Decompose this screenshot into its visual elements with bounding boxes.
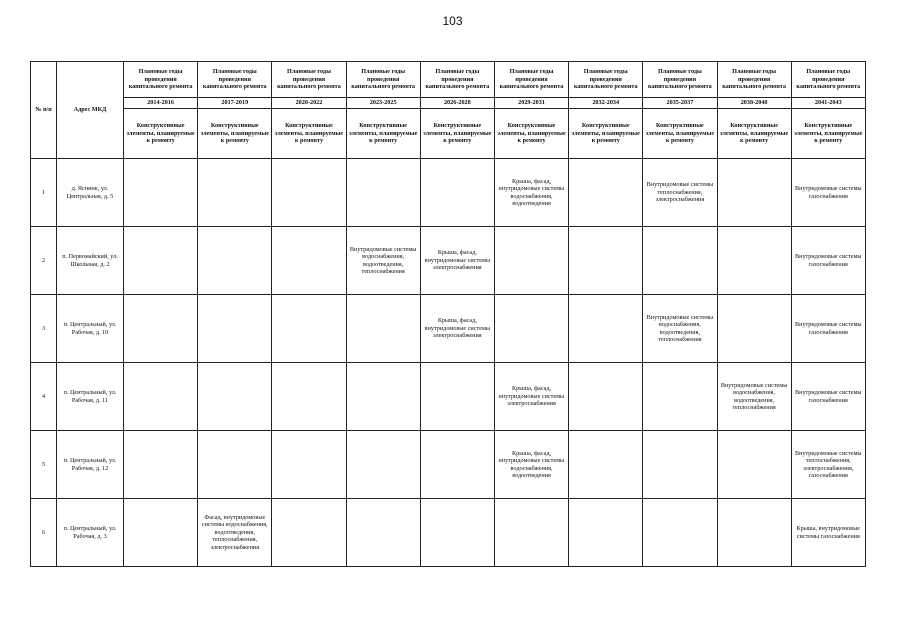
planned-works-cell bbox=[717, 295, 791, 363]
period-title-header: Плановые годы проведения капитального ремонта bbox=[198, 62, 272, 98]
planned-works-cell bbox=[717, 159, 791, 227]
planned-works-cell bbox=[420, 363, 494, 431]
planned-works-cell: Крыша, фасад, внутридомовые системы электроснабжения bbox=[494, 363, 568, 431]
capital-repair-schedule-table bbox=[30, 61, 866, 567]
planned-works-cell bbox=[494, 227, 568, 295]
planned-works-cell bbox=[198, 431, 272, 499]
planned-works-cell bbox=[569, 295, 643, 363]
table-body bbox=[31, 159, 866, 567]
planned-works-cell bbox=[124, 159, 198, 227]
planned-works-cell bbox=[569, 499, 643, 567]
planned-works-cell bbox=[198, 363, 272, 431]
planned-works-cell: Внутридомовые системы теплоснабжения, электроснабжения bbox=[643, 159, 717, 227]
row-number-cell: 2 bbox=[31, 227, 57, 295]
period-elements-header: Конструктивные элементы, планируемые к ремонту bbox=[791, 109, 865, 159]
planned-works-cell bbox=[569, 227, 643, 295]
period-years-header: 2023-2025 bbox=[346, 98, 420, 109]
planned-works-cell bbox=[494, 499, 568, 567]
planned-works-cell bbox=[272, 499, 346, 567]
header-row-elements bbox=[31, 109, 866, 159]
address-cell: п. Первомайский, ул. Школьная, д. 2 bbox=[57, 227, 124, 295]
planned-works-cell bbox=[272, 295, 346, 363]
period-elements-header: Конструктивные элементы, планируемые к ремонту bbox=[569, 109, 643, 159]
planned-works-cell bbox=[272, 159, 346, 227]
column-header-address: Адрес МКД bbox=[57, 62, 124, 159]
planned-works-cell bbox=[643, 499, 717, 567]
table-row bbox=[31, 363, 866, 431]
planned-works-cell bbox=[124, 295, 198, 363]
period-years-header: 2014-2016 bbox=[124, 98, 198, 109]
planned-works-cell: Внутридомовые системы водоснабжения, водоотведения, теплоснабжения bbox=[346, 227, 420, 295]
planned-works-cell bbox=[717, 431, 791, 499]
header-row-years bbox=[31, 98, 866, 109]
period-elements-header: Конструктивные элементы, планируемые к ремонту bbox=[124, 109, 198, 159]
period-title-header: Плановые годы проведения капитального ремонта bbox=[420, 62, 494, 98]
period-title-header: Плановые годы проведения капитального ремонта bbox=[124, 62, 198, 98]
planned-works-cell bbox=[717, 499, 791, 567]
period-title-header: Плановые годы проведения капитального ремонта bbox=[272, 62, 346, 98]
period-elements-header: Конструктивные элементы, планируемые к ремонту bbox=[643, 109, 717, 159]
planned-works-cell bbox=[124, 431, 198, 499]
planned-works-cell bbox=[198, 295, 272, 363]
header-row-periods bbox=[31, 62, 866, 98]
planned-works-cell bbox=[643, 227, 717, 295]
planned-works-cell bbox=[717, 227, 791, 295]
period-elements-header: Конструктивные элементы, планируемые к ремонту bbox=[198, 109, 272, 159]
planned-works-cell: Крыша, внутридомовые системы газоснабжения bbox=[791, 499, 865, 567]
row-number-cell: 3 bbox=[31, 295, 57, 363]
row-number-cell: 1 bbox=[31, 159, 57, 227]
row-number-cell: 6 bbox=[31, 499, 57, 567]
period-years-header: 2035-2037 bbox=[643, 98, 717, 109]
planned-works-cell: Крыша, фасад, внутридомовые системы водоснабжения, водоотведения bbox=[494, 159, 568, 227]
period-title-header: Плановые годы проведения капитального ремонта bbox=[346, 62, 420, 98]
period-title-header: Плановые годы проведения капитального ремонта bbox=[569, 62, 643, 98]
planned-works-cell bbox=[494, 295, 568, 363]
planned-works-cell bbox=[346, 159, 420, 227]
address-cell: п. Центральный, ул. Рабочая, д. 11 bbox=[57, 363, 124, 431]
planned-works-cell bbox=[569, 159, 643, 227]
planned-works-cell bbox=[346, 431, 420, 499]
planned-works-cell: Внутридомовые системы газоснабжения bbox=[791, 227, 865, 295]
planned-works-cell bbox=[569, 431, 643, 499]
planned-works-cell bbox=[124, 363, 198, 431]
table-row bbox=[31, 159, 866, 227]
period-title-header: Плановые годы проведения капитального ремонта bbox=[791, 62, 865, 98]
row-number-cell: 5 bbox=[31, 431, 57, 499]
period-years-header: 2032-2034 bbox=[569, 98, 643, 109]
planned-works-cell bbox=[346, 499, 420, 567]
period-elements-header: Конструктивные элементы, планируемые к ремонту bbox=[717, 109, 791, 159]
page-number: 103 bbox=[442, 14, 463, 28]
period-years-header: 2041-2043 bbox=[791, 98, 865, 109]
table-row bbox=[31, 499, 866, 567]
address-cell: д. Яснинк, ул. Центральная, д. 5 bbox=[57, 159, 124, 227]
planned-works-cell: Крыша, фасад, внутридомовые системы электроснабжения bbox=[420, 295, 494, 363]
planned-works-cell bbox=[420, 499, 494, 567]
period-years-header: 2017-2019 bbox=[198, 98, 272, 109]
table-row bbox=[31, 227, 866, 295]
planned-works-cell: Крыша, фасад, внутридомовые системы электроснабжения bbox=[420, 227, 494, 295]
period-title-header: Плановые годы проведения капитального ремонта bbox=[643, 62, 717, 98]
period-years-header: 2029-2031 bbox=[494, 98, 568, 109]
planned-works-cell: Внутридомовые системы газоснабжения bbox=[791, 295, 865, 363]
planned-works-cell: Внутридомовые системы теплоснабжения, электроснабжения, газоснабжения bbox=[791, 431, 865, 499]
table-row bbox=[31, 431, 866, 499]
planned-works-cell bbox=[198, 159, 272, 227]
table-row bbox=[31, 295, 866, 363]
planned-works-cell bbox=[346, 295, 420, 363]
planned-works-cell bbox=[124, 499, 198, 567]
planned-works-cell: Фасад, внутридомовые системы водоснабжения, водоотведения, теплоснабжения, электроснабжения bbox=[198, 499, 272, 567]
planned-works-cell: Внутридомовые системы водоснабжения, водоотведения, теплоснабжения bbox=[643, 295, 717, 363]
period-elements-header: Конструктивные элементы, планируемые к ремонту bbox=[494, 109, 568, 159]
address-cell: п. Центральный, ул. Рабочая, д. 10 bbox=[57, 295, 124, 363]
planned-works-cell bbox=[420, 159, 494, 227]
planned-works-cell bbox=[643, 431, 717, 499]
row-number-cell: 4 bbox=[31, 363, 57, 431]
planned-works-cell bbox=[346, 363, 420, 431]
planned-works-cell bbox=[124, 227, 198, 295]
column-header-number: № п/п bbox=[31, 62, 57, 159]
period-elements-header: Конструктивные элементы, планируемые к ремонту bbox=[272, 109, 346, 159]
planned-works-cell: Внутридомовые системы водоснабжения, водоотведения, теплоснабжения bbox=[717, 363, 791, 431]
planned-works-cell: Крыша, фасад, внутридомовые системы водоснабжения, водоотведения bbox=[494, 431, 568, 499]
period-years-header: 2026-2028 bbox=[420, 98, 494, 109]
planned-works-cell bbox=[420, 431, 494, 499]
planned-works-cell: Внутридомовые системы газоснабжения bbox=[791, 159, 865, 227]
planned-works-cell bbox=[272, 431, 346, 499]
period-title-header: Плановые годы проведения капитального ремонта bbox=[717, 62, 791, 98]
planned-works-cell bbox=[569, 363, 643, 431]
period-title-header: Плановые годы проведения капитального ремонта bbox=[494, 62, 568, 98]
period-elements-header: Конструктивные элементы, планируемые к ремонту bbox=[346, 109, 420, 159]
planned-works-cell bbox=[272, 363, 346, 431]
address-cell: п. Центральный, ул. Рабочая, д. 12 bbox=[57, 431, 124, 499]
address-cell: п. Центральный, ул. Рабочая, д. 3 bbox=[57, 499, 124, 567]
planned-works-cell bbox=[272, 227, 346, 295]
period-elements-header: Конструктивные элементы, планируемые к ремонту bbox=[420, 109, 494, 159]
planned-works-cell: Внутридомовые системы газоснабжения bbox=[791, 363, 865, 431]
period-years-header: 2020-2022 bbox=[272, 98, 346, 109]
planned-works-cell bbox=[643, 363, 717, 431]
period-years-header: 2038-2040 bbox=[717, 98, 791, 109]
planned-works-cell bbox=[198, 227, 272, 295]
